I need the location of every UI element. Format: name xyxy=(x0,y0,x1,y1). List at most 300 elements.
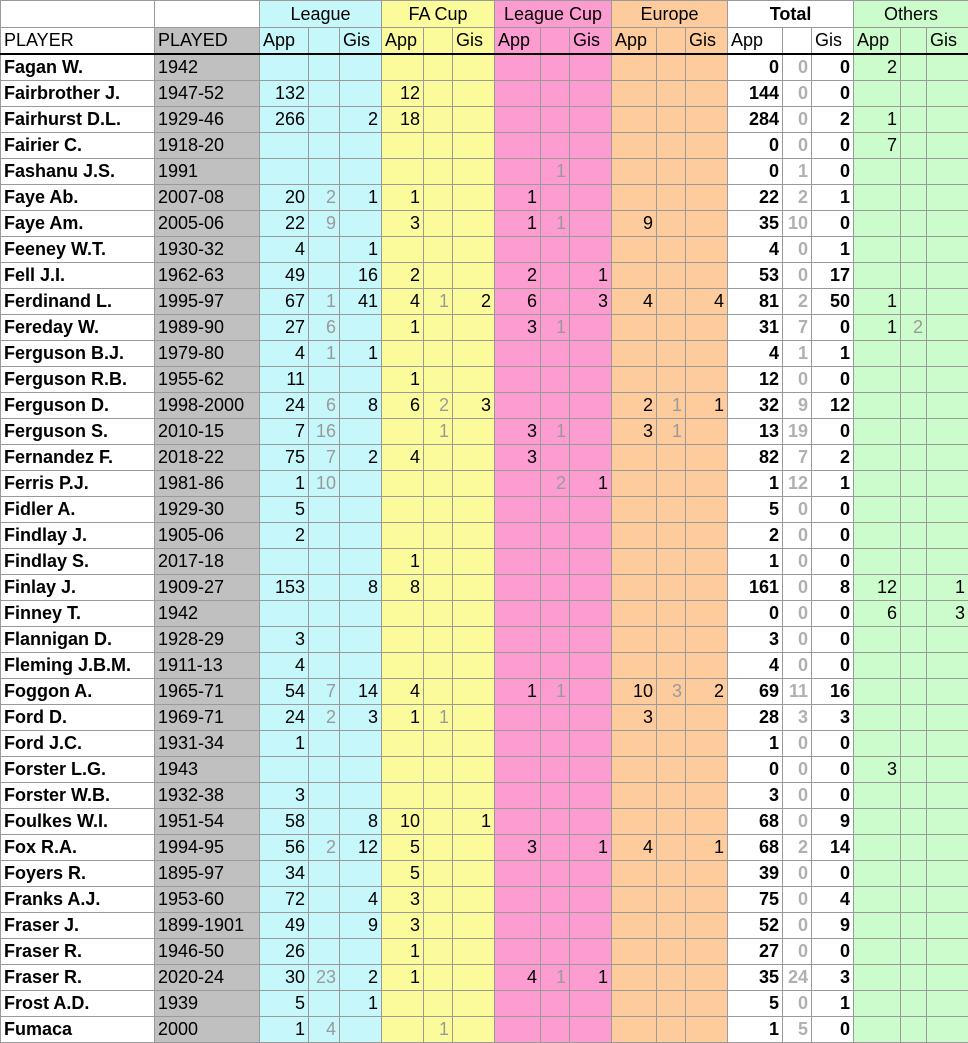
others-goals xyxy=(927,861,968,887)
total-app: 27 xyxy=(728,939,783,965)
europe-goals xyxy=(686,54,728,81)
total-app: 0 xyxy=(728,159,783,185)
league-sub-app xyxy=(309,783,340,809)
league-cup-sub-app xyxy=(541,627,570,653)
league-cup-sub-app xyxy=(541,289,570,315)
total-goals: 0 xyxy=(812,367,854,393)
europe-sub-app xyxy=(657,809,686,835)
league-sub-app: 1 xyxy=(309,289,340,315)
fa-cup-sub-app xyxy=(424,913,453,939)
player-name: Fashanu J.S. xyxy=(1,159,155,185)
league-goals: 2 xyxy=(340,445,382,471)
league-app: 7 xyxy=(260,419,309,445)
europe-goals xyxy=(686,81,728,107)
total-sub-app: 0 xyxy=(783,887,812,913)
played-years: 1962-63 xyxy=(155,263,260,289)
table-row xyxy=(1,341,968,367)
fa-cup-app xyxy=(382,54,424,81)
league-app xyxy=(260,601,309,627)
league-app: 34 xyxy=(260,861,309,887)
league-sub-app: 2 xyxy=(309,835,340,861)
table-row xyxy=(1,783,968,809)
europe-goals xyxy=(686,549,728,575)
played-years: 1953-60 xyxy=(155,887,260,913)
others-goals xyxy=(927,549,968,575)
total-goals: 0 xyxy=(812,315,854,341)
others-goals xyxy=(927,211,968,237)
others-goals: 3 xyxy=(927,601,968,627)
others-goals xyxy=(927,315,968,341)
fa-cup-app: 5 xyxy=(382,861,424,887)
fa-cup-app xyxy=(382,523,424,549)
league-cup-app xyxy=(495,861,541,887)
league-cup-sub-app: 1 xyxy=(541,315,570,341)
europe-sub-app xyxy=(657,653,686,679)
total-sub-app: 0 xyxy=(783,54,812,81)
played-years: 1928-29 xyxy=(155,627,260,653)
others-goals xyxy=(927,653,968,679)
others-app xyxy=(854,653,901,679)
league-cup-app xyxy=(495,54,541,81)
total-sub-app: 1 xyxy=(783,159,812,185)
europe-sub-app xyxy=(657,601,686,627)
fa-cup-app xyxy=(382,419,424,445)
total-app: 1 xyxy=(728,549,783,575)
league-cup-goals xyxy=(570,601,612,627)
table-row xyxy=(1,861,968,887)
others-app xyxy=(854,237,901,263)
player-name: Fleming J.B.M. xyxy=(1,653,155,679)
fa-cup-goals xyxy=(453,731,495,757)
others-sub-app xyxy=(901,705,927,731)
fa-cup-sub-app xyxy=(424,575,453,601)
europe-goals xyxy=(686,887,728,913)
player-name: Ferguson D. xyxy=(1,393,155,419)
league-app: 1 xyxy=(260,471,309,497)
table-row xyxy=(1,835,968,861)
league-app: 27 xyxy=(260,315,309,341)
fa-cup-sub-app xyxy=(424,133,453,159)
league-app: 20 xyxy=(260,185,309,211)
player-name: Faye Am. xyxy=(1,211,155,237)
league-sub-app xyxy=(309,81,340,107)
fa-cup-app xyxy=(382,497,424,523)
fa-cup-goals xyxy=(453,835,495,861)
player-name: Fagan W. xyxy=(1,54,155,81)
europe-sub-app xyxy=(657,757,686,783)
europe-goals xyxy=(686,341,728,367)
played-years: 2007-08 xyxy=(155,185,260,211)
europe-goals xyxy=(686,471,728,497)
league-cup-app xyxy=(495,523,541,549)
total-sub-app: 11 xyxy=(783,679,812,705)
fa-cup-sub-app xyxy=(424,497,453,523)
player-name: Fumaca xyxy=(1,1017,155,1043)
league-goals: 8 xyxy=(340,575,382,601)
league-cup-app: 3 xyxy=(495,419,541,445)
total-app: 3 xyxy=(728,627,783,653)
fa-cup-sub-app xyxy=(424,107,453,133)
fa-cup-app xyxy=(382,1017,424,1043)
others-app xyxy=(854,159,901,185)
others-goals xyxy=(927,81,968,107)
europe-app xyxy=(612,731,657,757)
player-name: Foggon A. xyxy=(1,679,155,705)
total-goals: 0 xyxy=(812,523,854,549)
others-app xyxy=(854,835,901,861)
played-years: 1969-71 xyxy=(155,705,260,731)
fa-cup-app: 18 xyxy=(382,107,424,133)
league-sub-app xyxy=(309,731,340,757)
others-app xyxy=(854,549,901,575)
league-cup-gls-header: Gis xyxy=(570,28,612,55)
europe-goals: 4 xyxy=(686,289,728,315)
others-app: 1 xyxy=(854,315,901,341)
fa-cup-app: 3 xyxy=(382,211,424,237)
league-cup-app xyxy=(495,575,541,601)
table-row xyxy=(1,575,968,601)
total-sub-app: 7 xyxy=(783,315,812,341)
others-app xyxy=(854,887,901,913)
others-app xyxy=(854,367,901,393)
others-app xyxy=(854,341,901,367)
others-goals xyxy=(927,445,968,471)
fa-cup-app: 12 xyxy=(382,81,424,107)
total-sub-app: 0 xyxy=(783,731,812,757)
table-row xyxy=(1,913,968,939)
total-sub-app: 2 xyxy=(783,185,812,211)
league-cup-app xyxy=(495,133,541,159)
europe-sub-app xyxy=(657,289,686,315)
played-years: 1899-1901 xyxy=(155,913,260,939)
player-name: Fairbrother J. xyxy=(1,81,155,107)
fa-cup-sub-app xyxy=(424,341,453,367)
played-years: 1942 xyxy=(155,601,260,627)
total-sub-app: 0 xyxy=(783,757,812,783)
europe-goals: 1 xyxy=(686,835,728,861)
total-app: 0 xyxy=(728,54,783,81)
europe-sub-app xyxy=(657,341,686,367)
total-sub-app: 0 xyxy=(783,627,812,653)
league-goals xyxy=(340,81,382,107)
europe-sub-app xyxy=(657,81,686,107)
table-row xyxy=(1,653,968,679)
europe-sub-app xyxy=(657,471,686,497)
table-row xyxy=(1,419,968,445)
league-cup-goals xyxy=(570,731,612,757)
others-sub-app xyxy=(901,835,927,861)
europe-app xyxy=(612,497,657,523)
player-name: Findlay J. xyxy=(1,523,155,549)
total-app: 0 xyxy=(728,601,783,627)
total-app: 1 xyxy=(728,1017,783,1043)
others-goals xyxy=(927,887,968,913)
played-years: 1905-06 xyxy=(155,523,260,549)
table-row xyxy=(1,315,968,341)
fa-cup-goals xyxy=(453,679,495,705)
player-name: Fairhurst D.L. xyxy=(1,107,155,133)
europe-app xyxy=(612,965,657,991)
league-sub-app xyxy=(309,913,340,939)
league-cup-goals xyxy=(570,575,612,601)
others-app xyxy=(854,705,901,731)
fa-cup-app xyxy=(382,757,424,783)
europe-sub-app xyxy=(657,627,686,653)
league-goals xyxy=(340,159,382,185)
others-app xyxy=(854,861,901,887)
league-goals: 3 xyxy=(340,705,382,731)
league-cup-app xyxy=(495,497,541,523)
total-goals: 0 xyxy=(812,601,854,627)
others-goals xyxy=(927,367,968,393)
league-sub-app xyxy=(309,523,340,549)
others-app xyxy=(854,263,901,289)
blank-header-cell xyxy=(1,1,155,28)
others-sub-app xyxy=(901,549,927,575)
others-goals xyxy=(927,991,968,1017)
total-app: 68 xyxy=(728,809,783,835)
fa-cup-goals xyxy=(453,913,495,939)
league-cup-app xyxy=(495,237,541,263)
league-goals: 4 xyxy=(340,887,382,913)
europe-app xyxy=(612,653,657,679)
league-app: 49 xyxy=(260,913,309,939)
others-goals xyxy=(927,419,968,445)
fa-cup-sub-app: 1 xyxy=(424,705,453,731)
league-sub-app: 7 xyxy=(309,679,340,705)
table-row xyxy=(1,679,968,705)
others-sub-app xyxy=(901,627,927,653)
europe-goals xyxy=(686,783,728,809)
fa-cup-app: 1 xyxy=(382,185,424,211)
others-sub-app xyxy=(901,653,927,679)
played-years: 1979-80 xyxy=(155,341,260,367)
europe-goals xyxy=(686,861,728,887)
fa-cup-sub-app xyxy=(424,471,453,497)
league-group-header: League xyxy=(260,1,382,28)
fa-cup-sub-app xyxy=(424,731,453,757)
league-cup-app xyxy=(495,1017,541,1043)
europe-app xyxy=(612,185,657,211)
league-cup-sub-app xyxy=(541,393,570,419)
others-app: 1 xyxy=(854,289,901,315)
europe-sub-app xyxy=(657,315,686,341)
league-cup-goals xyxy=(570,991,612,1017)
total-sub-app: 0 xyxy=(783,601,812,627)
table-row xyxy=(1,991,968,1017)
europe-sub-app xyxy=(657,991,686,1017)
fa-cup-app: 4 xyxy=(382,679,424,705)
league-cup-app xyxy=(495,549,541,575)
league-cup-sub-app xyxy=(541,939,570,965)
europe-app xyxy=(612,783,657,809)
europe-goals xyxy=(686,445,728,471)
total-app: 284 xyxy=(728,107,783,133)
europe-sub-app xyxy=(657,887,686,913)
played-years: 1932-38 xyxy=(155,783,260,809)
total-sub-app: 24 xyxy=(783,965,812,991)
fa-cup-app: 3 xyxy=(382,887,424,913)
league-cup-goals xyxy=(570,913,612,939)
player-name: Ford D. xyxy=(1,705,155,731)
total-goals: 1 xyxy=(812,471,854,497)
fa-cup-sub-app xyxy=(424,965,453,991)
fa-cup-app xyxy=(382,159,424,185)
europe-sub-header xyxy=(657,28,686,55)
league-cup-goals xyxy=(570,341,612,367)
league-goals xyxy=(340,653,382,679)
league-app-header: App xyxy=(260,28,309,55)
total-app: 4 xyxy=(728,653,783,679)
europe-sub-app xyxy=(657,263,686,289)
europe-app xyxy=(612,159,657,185)
europe-sub-app xyxy=(657,783,686,809)
player-name: Ford J.C. xyxy=(1,731,155,757)
player-name: Fereday W. xyxy=(1,315,155,341)
others-goals xyxy=(927,237,968,263)
others-goals xyxy=(927,809,968,835)
europe-app xyxy=(612,627,657,653)
league-goals: 1 xyxy=(340,185,382,211)
total-sub-app: 0 xyxy=(783,107,812,133)
league-goals xyxy=(340,211,382,237)
played-years: 1929-46 xyxy=(155,107,260,133)
player-name: Finney T. xyxy=(1,601,155,627)
europe-app-header: App xyxy=(612,28,657,55)
player-name: Ferris P.J. xyxy=(1,471,155,497)
fa-cup-sub-header xyxy=(424,28,453,55)
league-sub-app xyxy=(309,159,340,185)
league-cup-sub-app xyxy=(541,107,570,133)
league-sub-app: 2 xyxy=(309,705,340,731)
league-goals xyxy=(340,497,382,523)
fa-cup-app-header: App xyxy=(382,28,424,55)
others-app xyxy=(854,211,901,237)
fa-cup-goals: 2 xyxy=(453,289,495,315)
player-name: Foyers R. xyxy=(1,861,155,887)
europe-goals xyxy=(686,653,728,679)
fa-cup-goals: 1 xyxy=(453,809,495,835)
league-cup-sub-header xyxy=(541,28,570,55)
others-app xyxy=(854,809,901,835)
total-app: 1 xyxy=(728,731,783,757)
league-sub-app xyxy=(309,757,340,783)
fa-cup-sub-app xyxy=(424,757,453,783)
others-app xyxy=(854,991,901,1017)
fa-cup-goals xyxy=(453,471,495,497)
total-sub-app: 0 xyxy=(783,783,812,809)
table-row xyxy=(1,159,968,185)
fa-cup-goals xyxy=(453,991,495,1017)
others-sub-app xyxy=(901,991,927,1017)
league-goals xyxy=(340,471,382,497)
europe-goals xyxy=(686,237,728,263)
league-cup-app xyxy=(495,81,541,107)
league-app: 54 xyxy=(260,679,309,705)
league-cup-goals: 1 xyxy=(570,471,612,497)
total-app: 4 xyxy=(728,237,783,263)
league-app: 22 xyxy=(260,211,309,237)
league-sub-header xyxy=(309,28,340,55)
others-app: 2 xyxy=(854,54,901,81)
player-name: Finlay J. xyxy=(1,575,155,601)
europe-app xyxy=(612,54,657,81)
league-app: 266 xyxy=(260,107,309,133)
league-goals xyxy=(340,731,382,757)
league-app xyxy=(260,159,309,185)
fa-cup-sub-app xyxy=(424,263,453,289)
league-sub-app: 4 xyxy=(309,1017,340,1043)
league-cup-goals xyxy=(570,237,612,263)
others-sub-app xyxy=(901,679,927,705)
total-goals: 2 xyxy=(812,107,854,133)
fa-cup-goals xyxy=(453,887,495,913)
fa-cup-sub-app xyxy=(424,159,453,185)
europe-sub-app xyxy=(657,497,686,523)
fa-cup-goals xyxy=(453,133,495,159)
others-app xyxy=(854,627,901,653)
league-cup-sub-app xyxy=(541,367,570,393)
table-row xyxy=(1,133,968,159)
player-name: Fairier C. xyxy=(1,133,155,159)
fa-cup-app xyxy=(382,237,424,263)
league-cup-goals xyxy=(570,783,612,809)
europe-app xyxy=(612,341,657,367)
total-goals: 4 xyxy=(812,887,854,913)
fa-cup-goals xyxy=(453,367,495,393)
table-body xyxy=(1,54,968,1043)
player-name: Ferguson S. xyxy=(1,419,155,445)
played-years: 1942 xyxy=(155,54,260,81)
fa-cup-sub-app xyxy=(424,939,453,965)
fa-cup-goals xyxy=(453,627,495,653)
played-years: 2020-24 xyxy=(155,965,260,991)
europe-app xyxy=(612,315,657,341)
played-years: 1939 xyxy=(155,991,260,1017)
league-goals xyxy=(340,783,382,809)
others-gls-header: Gis xyxy=(927,28,968,55)
total-goals: 8 xyxy=(812,575,854,601)
fa-cup-goals xyxy=(453,159,495,185)
total-goals: 0 xyxy=(812,653,854,679)
league-cup-sub-app xyxy=(541,757,570,783)
played-years: 1911-13 xyxy=(155,653,260,679)
league-cup-goals xyxy=(570,497,612,523)
league-goals: 2 xyxy=(340,965,382,991)
player-name: Foulkes W.I. xyxy=(1,809,155,835)
total-goals: 1 xyxy=(812,341,854,367)
player-name: Franks A.J. xyxy=(1,887,155,913)
europe-app xyxy=(612,445,657,471)
league-goals: 1 xyxy=(340,237,382,263)
others-sub-app xyxy=(901,393,927,419)
league-app: 132 xyxy=(260,81,309,107)
others-sub-app xyxy=(901,575,927,601)
league-cup-app xyxy=(495,913,541,939)
fa-cup-sub-app xyxy=(424,211,453,237)
total-app: 5 xyxy=(728,497,783,523)
league-goals: 9 xyxy=(340,913,382,939)
league-goals xyxy=(340,133,382,159)
played-years: 1895-97 xyxy=(155,861,260,887)
fa-cup-goals xyxy=(453,705,495,731)
europe-sub-app xyxy=(657,211,686,237)
league-cup-goals xyxy=(570,211,612,237)
fa-cup-goals xyxy=(453,419,495,445)
europe-sub-app xyxy=(657,1017,686,1043)
league-cup-sub-app: 1 xyxy=(541,159,570,185)
others-goals xyxy=(927,185,968,211)
